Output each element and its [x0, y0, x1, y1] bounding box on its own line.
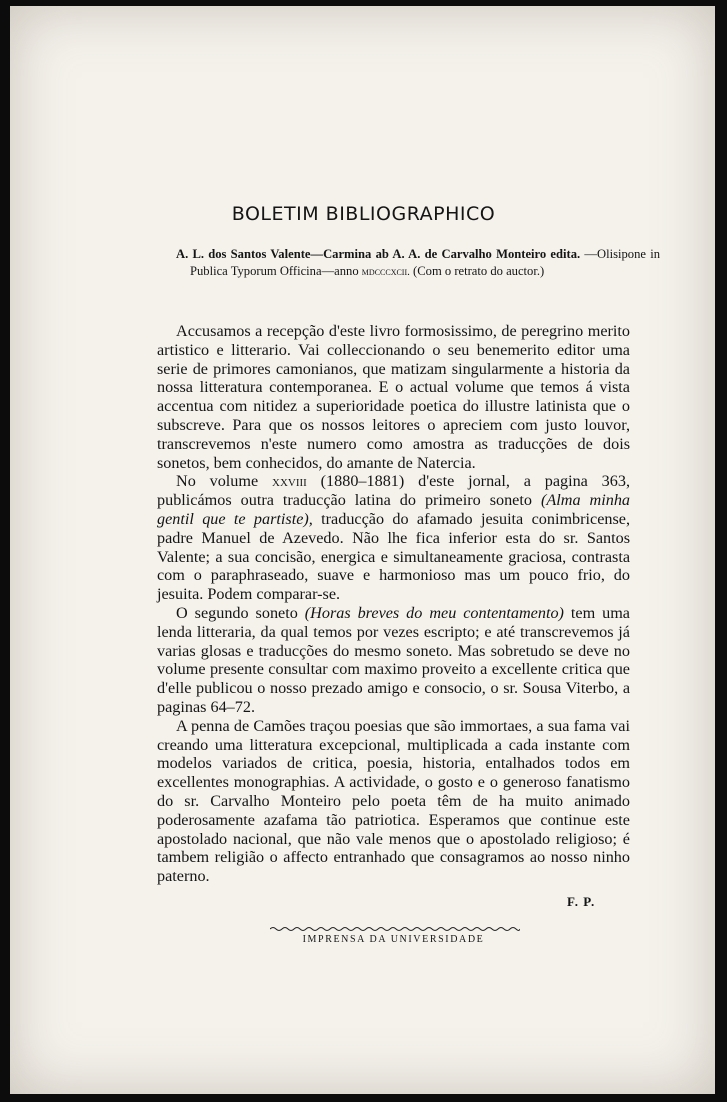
paragraph-3 — [157, 604, 630, 717]
sonnet-title-2: (Horas breves do meu contentamento) — [304, 603, 564, 622]
citation-year: mdcccxcii. — [361, 266, 410, 278]
decorative-wavy-rule — [270, 926, 520, 932]
citation-imprint: —Olisipone in Publica Typorum Officina—anno — [190, 247, 660, 278]
paragraph-4: A penna de Camões traçou poesias que são immortaes, a sua fama vai creando uma litteratura excepcional, multiplicada a cada instante com modelos variados de critica, poesia, historia, entalhados todos em excellentes monographias. A actividade, o gosto e o generoso fanatismo do sr. Carvalho Monteiro pelo poeta têm de ha muito animado poderosamente azafama tão patriotica. Esperamos que continue este apostolado nacional, que não vale menos que o apostolado religioso; é tambem religião o affecto entranhado que consagramos ao nosso ninho paterno. — [157, 716, 630, 886]
citation-note: (Com o retrato do auctor.) — [413, 264, 545, 278]
author-signature: F. P. — [567, 894, 596, 909]
paragraph-2-text-c: traducção do afamado jesuita conimbricense, padre Manuel de Azevedo. Não lhe fica inferior esta do sr. Santos Valente; a sua concisão, energica e simultaneamente graciosa, contrasta com o paraphraseado, suave e harmonioso mas um pouco frio, do jesuita. Podem comparar-se. — [157, 509, 631, 604]
page-title: BOLETIM BIBLIOGRAPHICO — [231, 203, 496, 225]
citation-author-work: A. L. dos Santos Valente—Carmina ab A. A. de Carvalho Monteiro edita. — [176, 247, 581, 261]
paragraph-2 — [157, 472, 630, 604]
paragraph-2-text-a: No volume — [176, 472, 259, 491]
sonnet-title-1: (Alma minha gentil que te partiste), — [157, 491, 631, 528]
article-body — [157, 322, 630, 886]
bibliographic-citation — [176, 246, 660, 281]
paragraph-2-text-b: (1880–1881) d'este jornal, a pagina 363, publicámos outra traducção latina do primeiro soneto — [157, 472, 631, 510]
printer-imprint: IMPRENSA DA UNIVERSIDADE — [302, 934, 485, 945]
paragraph-1: Accusamos a recepção d'este livro formosissimo, de peregrino merito artistico e litterario. Vai colleccionando o seu benemerito editor uma serie de primores camonianos, que matizam singularmente a historia da nossa litteratura contemporanea. E o actual volume que temos á vista accentua com nitidez a superioridade poetica do illustre latinista que o subscreve. Para que os nossos leitores o apreciem com justo louvor, transcrevemos n'este numero como amostra as traducções de dois sonetos, bem conhecidos, do amante de Natercia. — [157, 322, 630, 472]
paragraph-3-text-a: O segundo soneto — [176, 603, 298, 622]
paragraph-3-text-b: tem uma lenda litteraria, da qual temos por vezes escripto; e até transcrevemos já varias glosas e traducções do mesmo soneto. Mas sobretudo se deve no volume presente consultar com maximo proveito a excellente critica que d'elle publicou o nosso prezado amigo e consocio, o sr. Sousa Viterbo, a paginas 64–72. — [157, 603, 630, 716]
volume-number: xxviii — [272, 472, 307, 491]
